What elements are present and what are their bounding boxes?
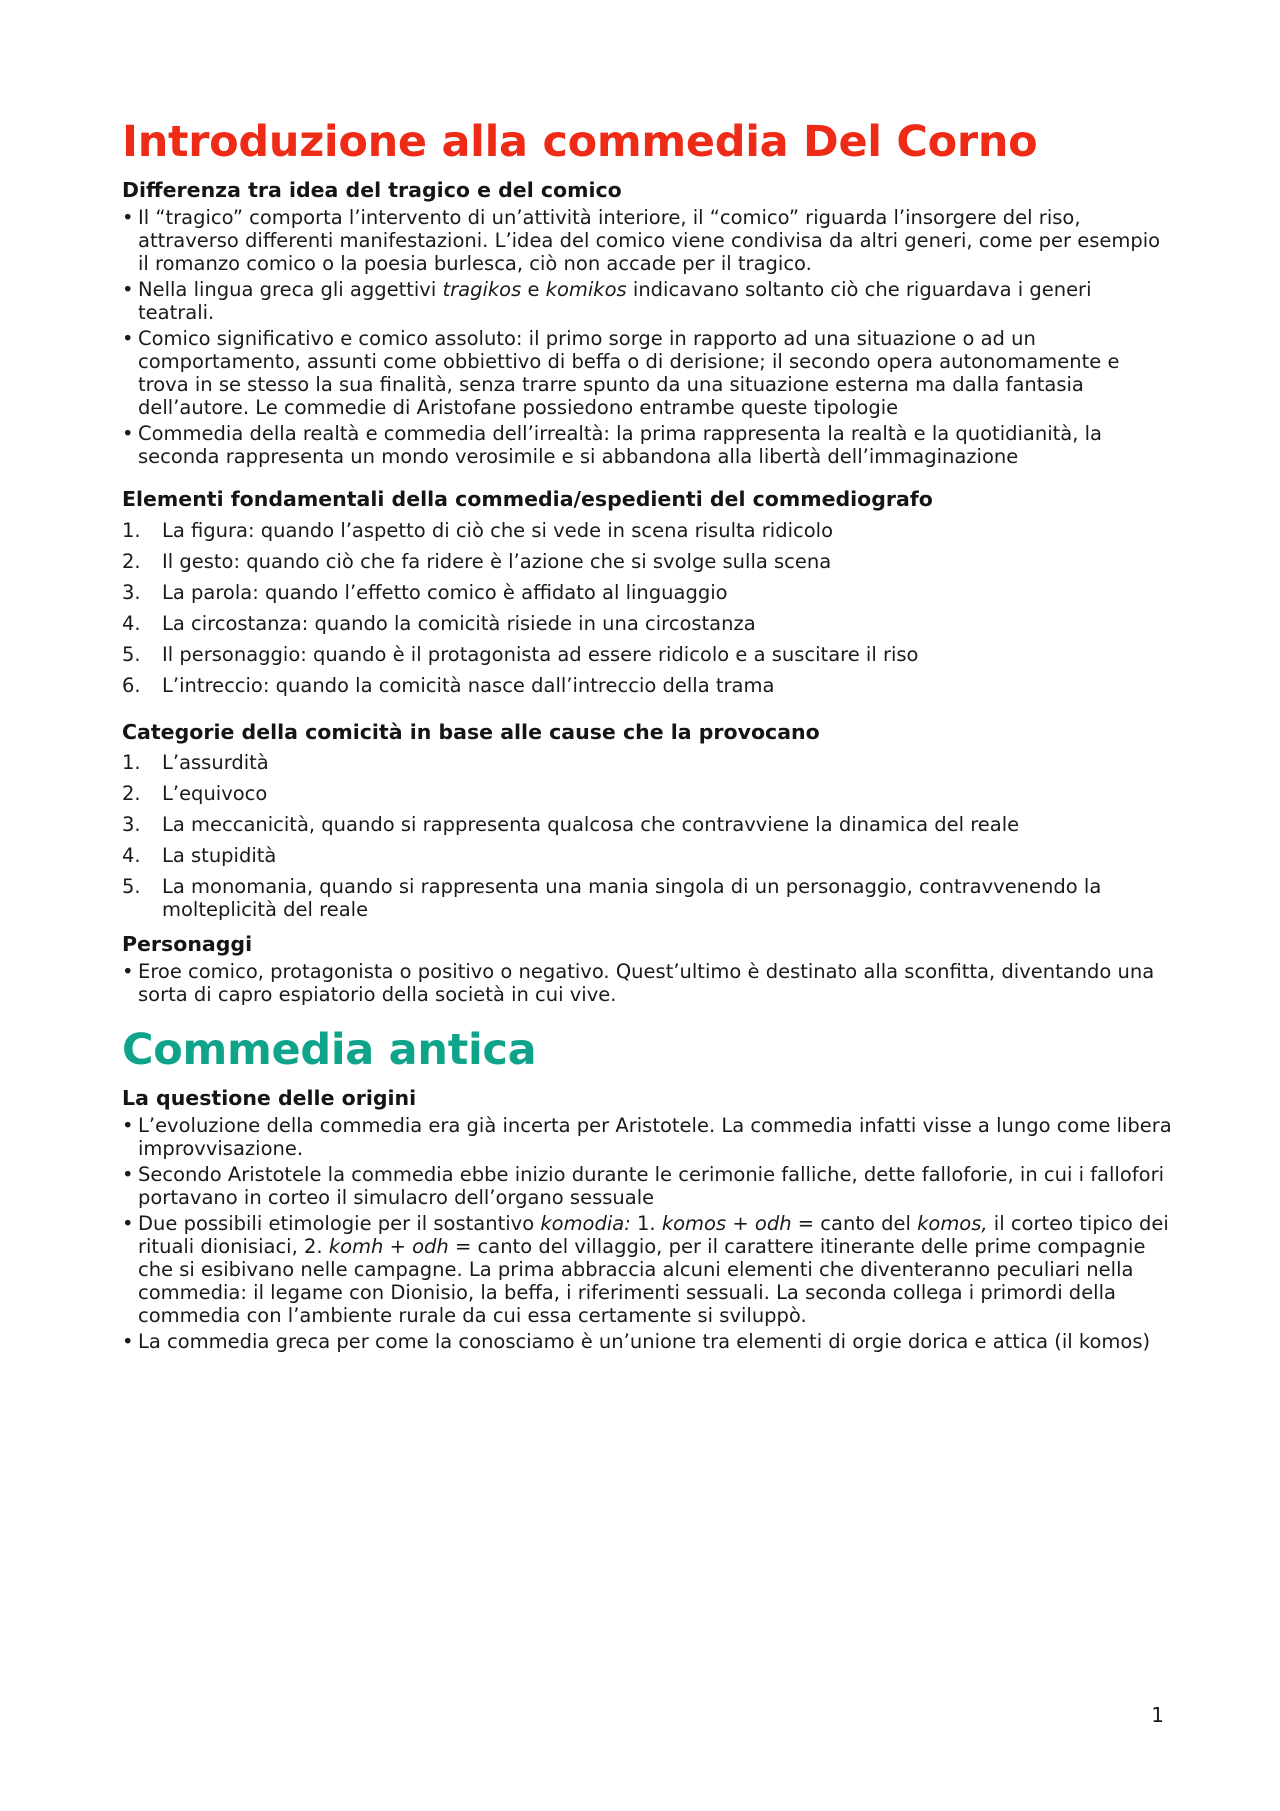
bullet-list — [122, 960, 1172, 1006]
bullet-item: • L’evoluzione della commedia era già incerta per Aristotele. La commedia infatti visse a lungo come libera improvvisazione. — [122, 1114, 1172, 1160]
section-elementi — [122, 486, 1172, 701]
list-item: 4. La circostanza: quando la comicità risiede in una circostanza — [122, 611, 756, 635]
section-origini — [122, 1085, 1172, 1353]
bullet-item: • Secondo Aristotele la commedia ebbe inizio durante le cerimonie falliche, dette falloforie, in cui i fallofori portavano in corteo il simulacro dell’organo sessuale — [122, 1163, 1172, 1209]
list-item: 2. L’equivoco — [122, 782, 268, 806]
list-item: 6. L’intreccio: quando la comicità nasce dall’intreccio della trama — [122, 673, 775, 697]
bullet-item: • Commedia della realtà e commedia dell’irrealtà: la prima rappresenta la realtà e la quotidianità, la seconda rappresenta un mondo verosimile e si abbandona alla libertà dell’immaginazione — [122, 422, 1172, 468]
section-heading: La questione delle origini — [122, 1086, 417, 1111]
bullet-list — [122, 206, 1172, 468]
section-heading: Elementi fondamentali della commedia/espedienti del commediografo — [122, 487, 933, 512]
numbered-list — [122, 747, 1172, 921]
section-heading: Personaggi — [122, 932, 253, 957]
bullet-item: • La commedia greca per come la conosciamo è un’unione tra elementi di orgie dorica e attica (il komos) — [122, 1330, 1172, 1353]
list-item: 1. La figura: quando l’aspetto di ciò che si vede in scena risulta ridicolo — [122, 518, 834, 542]
bullet-item: • Nella lingua greca gli aggettivi tragikos e komikos indicavano soltanto ciò che riguardava i generi teatrali. — [122, 278, 1172, 324]
section-tragico-comico — [122, 177, 1172, 468]
bullet-item: • Il “tragico” comporta l’intervento di un’attività interiore, il “comico” riguarda l’insorgere del riso, attraverso differenti manifestazioni. L’idea del comico viene condivisa da altri generi, come per esempio il romanzo comico o la poesia burlesca, ciò non accade per il tragico. — [122, 206, 1172, 275]
list-item: 5. Il personaggio: quando è il protagonista ad essere ridicolo e a suscitare il riso — [122, 642, 919, 666]
list-item: 2. Il gesto: quando ciò che fa ridere è l’azione che si svolge sulla scena — [122, 549, 832, 573]
page-title: Introduzione alla commedia Del Corno — [122, 117, 1038, 167]
list-item: 5. La monomania, quando si rappresenta una mania singola di un personaggio, contravvenendo la molteplicità del reale — [122, 875, 1102, 922]
list-item: 1. L’assurdità — [122, 751, 269, 775]
bullet-item: • Eroe comico, protagonista o positivo o negativo. Quest’ultimo è destinato alla sconfitta, diventando una sorta di capro espiatorio della società in cui vive. — [122, 960, 1172, 1006]
bullet-list — [122, 1114, 1172, 1353]
document-page — [122, 118, 1172, 1356]
bullet-item: • Comico significativo e comico assoluto: il primo sorge in rapporto ad una situazione o ad un comportamento, assunti come obbiettivo di beffa o di derisione; il secondo opera autonomamente e trova in se stesso la sua finalità, senza trarre spunto da una situazione esterna ma dalla fantasia dell’autore. Le commedie di Aristofane possiedono entrambe queste tipologie — [122, 327, 1172, 419]
section-title: Commedia antica — [122, 1025, 537, 1075]
bullet-item: • Due possibili etimologie per il sostantivo komodia: 1. komos + odh = canto del komos, il corteo tipico dei rituali dionisiaci, 2. komh + odh = canto del villaggio, per il carattere itinerante delle prime compagnie che si esibivano nelle campagne. La prima abbraccia alcuni elementi che diventeranno peculiari nella commedia: il legame con Dionisio, la beffa, i riferimenti sessuali. La seconda collega i primordi della commedia con l’ambiente rurale da cui essa certamente si sviluppò. — [122, 1212, 1172, 1327]
section-categorie — [122, 719, 1172, 922]
section-personaggi — [122, 931, 1172, 1006]
numbered-list — [122, 515, 1172, 701]
list-item: 3. La meccanicità, quando si rappresenta qualcosa che contravviene la dinamica del reale — [122, 813, 1020, 837]
page-number: 1 — [1151, 1703, 1164, 1727]
list-item: 3. La parola: quando l’effetto comico è affidato al linguaggio — [122, 580, 728, 604]
section-heading: Categorie della comicità in base alle cause che la provocano — [122, 719, 820, 744]
section-heading: Differenza tra idea del tragico e del comico — [122, 178, 622, 203]
list-item: 4. La stupidità — [122, 844, 277, 868]
